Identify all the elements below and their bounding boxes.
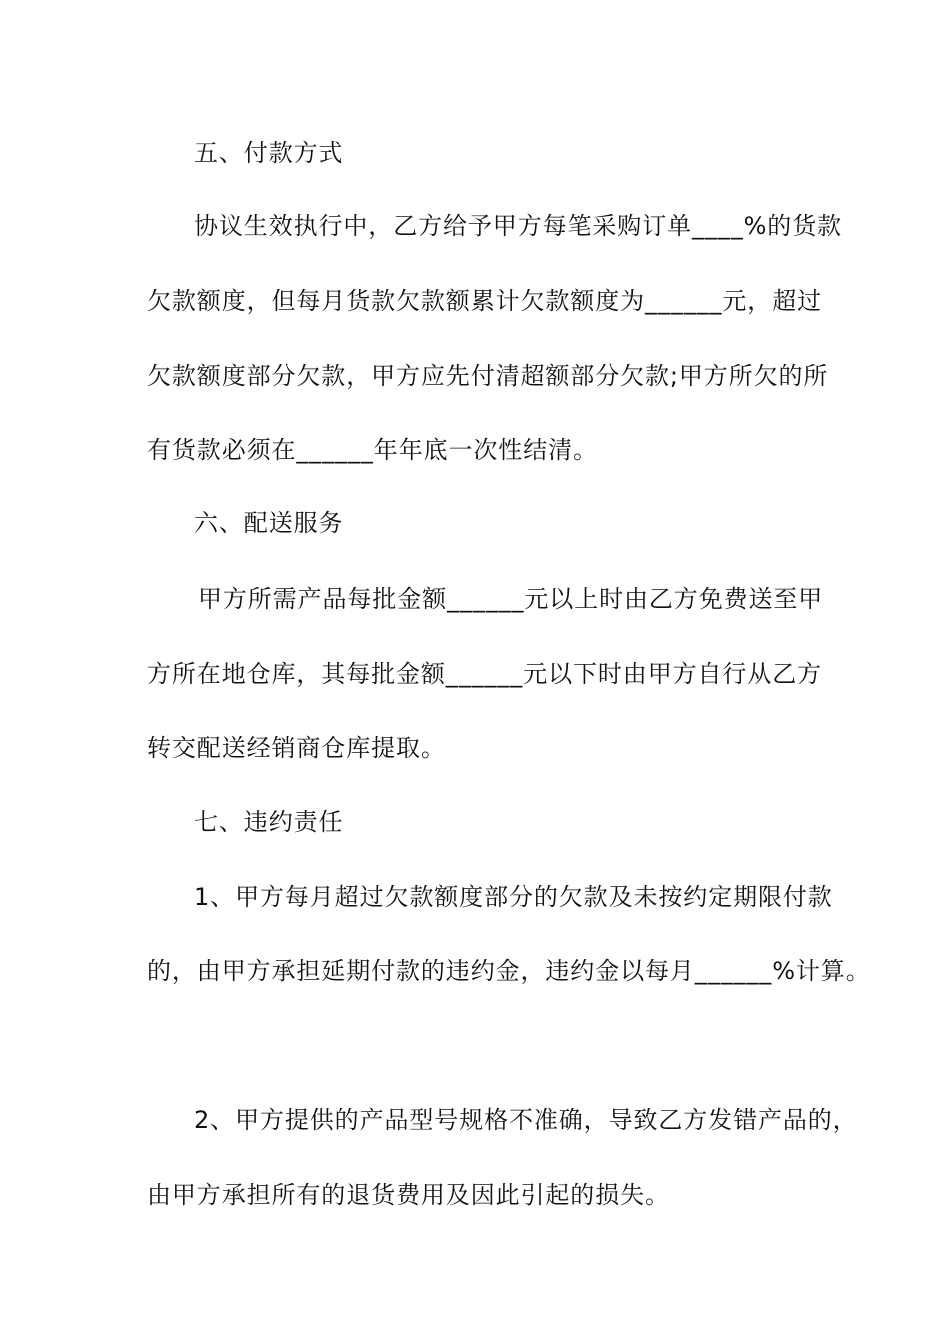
paragraph-line: 协议生效执行中，乙方给予甲方每笔采购订单____%的货款 xyxy=(194,212,843,240)
paragraph-line: 甲方所需产品每批金额______元以上时由乙方免费送至甲 xyxy=(198,585,824,613)
section-heading-liability: 七、违约责任 xyxy=(194,808,344,836)
paragraph-line: 欠款额度，但每月货款欠款额累计欠款额度为______元，超过 xyxy=(147,287,822,315)
paragraph-line: 有货款必须在______年年底一次性结清。 xyxy=(147,436,598,464)
section-heading-delivery: 六、配送服务 xyxy=(194,509,344,537)
clause-line: 由甲方承担所有的退货费用及因此引起的损失。 xyxy=(147,1181,670,1209)
clause-line: 1、甲方每月超过欠款额度部分的欠款及未按约定期限付款 xyxy=(194,883,833,911)
clause-line: 的，由甲方承担延期付款的违约金，违约金以每月______%计算。 xyxy=(147,957,871,985)
paragraph-line: 转交配送经销商仓库提取。 xyxy=(147,734,446,762)
clause-line: 2、甲方提供的产品型号规格不准确，导致乙方发错产品的， xyxy=(194,1106,858,1134)
section-heading-payment: 五、付款方式 xyxy=(194,139,344,167)
paragraph-line: 方所在地仓库，其每批金额______元以下时由甲方自行从乙方 xyxy=(147,660,822,688)
paragraph-line: 欠款额度部分欠款，甲方应先付清超额部分欠款;甲方所欠的所 xyxy=(147,362,829,390)
